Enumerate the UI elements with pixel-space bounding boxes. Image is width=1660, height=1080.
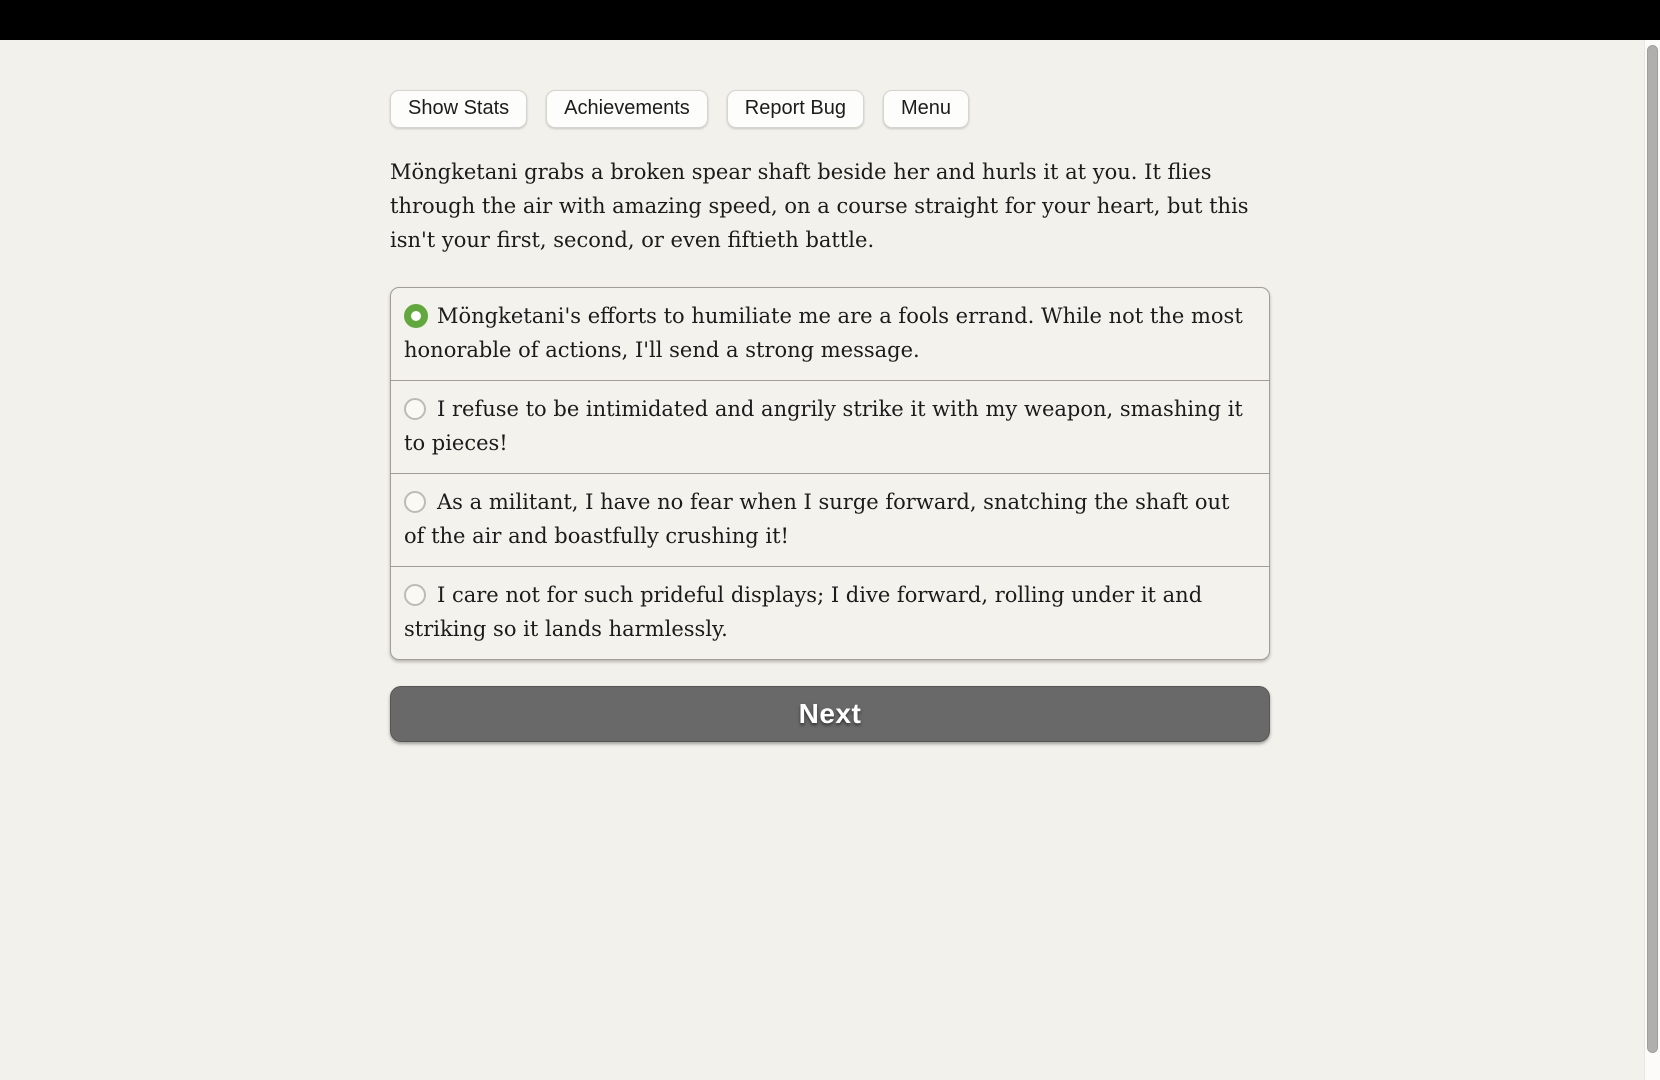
radio-unselected-icon[interactable] xyxy=(404,398,426,420)
choice-list xyxy=(390,287,1270,660)
game-page xyxy=(0,40,1660,1080)
choice-text: Möngketani's efforts to humiliate me are a fools errand. While not the most honorable of actions, I'll send a strong message. xyxy=(404,304,1243,362)
scrollbar-thumb[interactable] xyxy=(1647,45,1658,1053)
choice-option-3[interactable] xyxy=(391,473,1269,566)
top-black-bar xyxy=(0,0,1660,40)
radio-unselected-icon[interactable] xyxy=(404,584,426,606)
choice-option-1[interactable] xyxy=(391,288,1269,380)
radio-unselected-icon[interactable] xyxy=(404,491,426,513)
choice-option-2[interactable] xyxy=(391,380,1269,473)
scrollbar[interactable] xyxy=(1644,40,1660,1080)
choice-option-4[interactable] xyxy=(391,566,1269,659)
choice-text: I care not for such prideful displays; I dive forward, rolling under it and striking so it lands harmlessly. xyxy=(404,583,1203,641)
radio-selected-icon[interactable] xyxy=(404,304,428,328)
content-column xyxy=(390,40,1270,742)
story-paragraph: Möngketani grabs a broken spear shaft beside her and hurls it at you. It flies through the air with amazing speed, on a course straight for your heart, but this isn't your first, second, or even fiftieth battle. xyxy=(390,160,1249,252)
report-bug-button[interactable]: Report Bug xyxy=(727,90,864,128)
menu-button[interactable]: Menu xyxy=(883,90,969,128)
choice-text: As a militant, I have no fear when I surge forward, snatching the shaft out of the air and boastfully crushing it! xyxy=(404,490,1230,548)
next-button[interactable]: Next xyxy=(390,686,1270,742)
choice-text: I refuse to be intimidated and angrily strike it with my weapon, smashing it to pieces! xyxy=(404,397,1243,455)
toolbar xyxy=(390,90,1270,128)
achievements-button[interactable]: Achievements xyxy=(546,90,708,128)
show-stats-button[interactable]: Show Stats xyxy=(390,90,527,128)
